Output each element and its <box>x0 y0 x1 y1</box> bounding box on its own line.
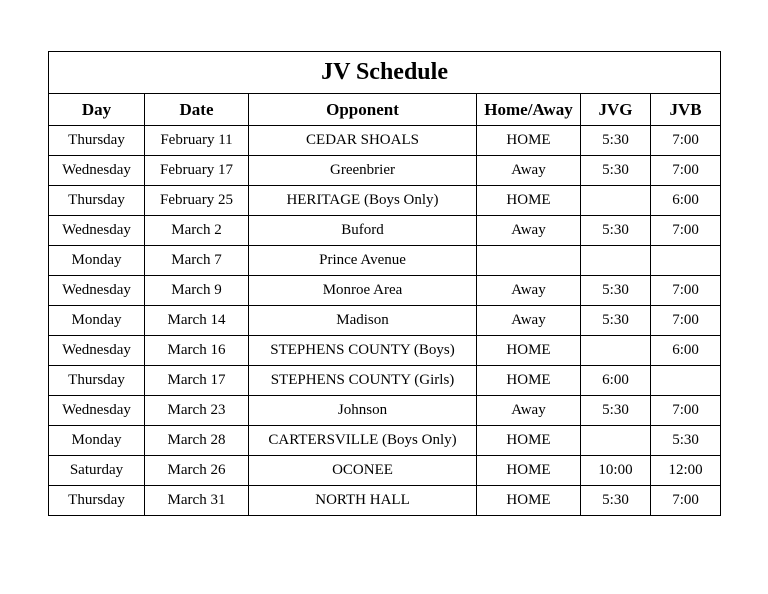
date-cell: March 9 <box>145 276 249 306</box>
schedule-table <box>48 51 721 516</box>
home-away-cell: Away <box>477 396 581 426</box>
opponent-cell: STEPHENS COUNTY (Boys) <box>249 336 477 366</box>
jvb-time-cell: 7:00 <box>651 486 721 516</box>
date-cell: March 14 <box>145 306 249 336</box>
day-cell: Monday <box>49 426 145 456</box>
home-away-cell: Away <box>477 156 581 186</box>
opponent-cell: OCONEE <box>249 456 477 486</box>
day-cell: Thursday <box>49 366 145 396</box>
date-cell: February 11 <box>145 126 249 156</box>
jvb-time-cell: 6:00 <box>651 186 721 216</box>
opponent-cell: CARTERSVILLE (Boys Only) <box>249 426 477 456</box>
table-row <box>49 366 721 396</box>
table-row <box>49 216 721 246</box>
date-cell: March 26 <box>145 456 249 486</box>
table-title: JV Schedule <box>49 52 721 94</box>
jvg-time-cell: 5:30 <box>581 486 651 516</box>
date-cell: March 16 <box>145 336 249 366</box>
column-header-opponent: Opponent <box>249 94 477 126</box>
column-header-date: Date <box>145 94 249 126</box>
jvg-time-cell: 10:00 <box>581 456 651 486</box>
title-row <box>49 52 721 94</box>
table-row <box>49 456 721 486</box>
home-away-cell: HOME <box>477 486 581 516</box>
table-row <box>49 336 721 366</box>
column-header-home-away: Home/Away <box>477 94 581 126</box>
day-cell: Wednesday <box>49 396 145 426</box>
table-row <box>49 186 721 216</box>
jvb-time-cell: 12:00 <box>651 456 721 486</box>
jvg-time-cell: 5:30 <box>581 306 651 336</box>
table-row <box>49 156 721 186</box>
jvg-time-cell: 5:30 <box>581 396 651 426</box>
jvb-time-cell: 5:30 <box>651 426 721 456</box>
jvg-time-cell <box>581 246 651 276</box>
table-row <box>49 486 721 516</box>
home-away-cell: Away <box>477 276 581 306</box>
opponent-cell: Madison <box>249 306 477 336</box>
date-cell: March 7 <box>145 246 249 276</box>
day-cell: Monday <box>49 306 145 336</box>
opponent-cell: Greenbrier <box>249 156 477 186</box>
column-header-jvg: JVG <box>581 94 651 126</box>
home-away-cell: HOME <box>477 336 581 366</box>
date-cell: February 25 <box>145 186 249 216</box>
opponent-cell: HERITAGE (Boys Only) <box>249 186 477 216</box>
day-cell: Wednesday <box>49 336 145 366</box>
home-away-cell: HOME <box>477 186 581 216</box>
table-row <box>49 276 721 306</box>
home-away-cell: HOME <box>477 426 581 456</box>
home-away-cell: Away <box>477 216 581 246</box>
jvb-time-cell: 7:00 <box>651 396 721 426</box>
jvb-time-cell <box>651 246 721 276</box>
day-cell: Wednesday <box>49 216 145 246</box>
day-cell: Thursday <box>49 486 145 516</box>
header-row <box>49 94 721 126</box>
column-header-jvb: JVB <box>651 94 721 126</box>
date-cell: March 17 <box>145 366 249 396</box>
jvb-time-cell: 6:00 <box>651 336 721 366</box>
jvb-time-cell: 7:00 <box>651 306 721 336</box>
jvb-time-cell: 7:00 <box>651 156 721 186</box>
opponent-cell: Prince Avenue <box>249 246 477 276</box>
date-cell: March 28 <box>145 426 249 456</box>
jvg-time-cell: 5:30 <box>581 276 651 306</box>
jvg-time-cell: 5:30 <box>581 156 651 186</box>
day-cell: Thursday <box>49 186 145 216</box>
table-row <box>49 126 721 156</box>
jvg-time-cell: 6:00 <box>581 366 651 396</box>
jvg-time-cell <box>581 336 651 366</box>
day-cell: Saturday <box>49 456 145 486</box>
day-cell: Thursday <box>49 126 145 156</box>
jvg-time-cell <box>581 426 651 456</box>
column-header-day: Day <box>49 94 145 126</box>
opponent-cell: NORTH HALL <box>249 486 477 516</box>
date-cell: March 31 <box>145 486 249 516</box>
day-cell: Monday <box>49 246 145 276</box>
home-away-cell: HOME <box>477 126 581 156</box>
schedule-body <box>49 126 721 516</box>
opponent-cell: STEPHENS COUNTY (Girls) <box>249 366 477 396</box>
jvg-time-cell <box>581 186 651 216</box>
jvb-time-cell: 7:00 <box>651 216 721 246</box>
home-away-cell: HOME <box>477 456 581 486</box>
home-away-cell: HOME <box>477 366 581 396</box>
date-cell: March 2 <box>145 216 249 246</box>
home-away-cell: Away <box>477 306 581 336</box>
date-cell: February 17 <box>145 156 249 186</box>
table-row <box>49 246 721 276</box>
jvb-time-cell: 7:00 <box>651 126 721 156</box>
day-cell: Wednesday <box>49 276 145 306</box>
table-row <box>49 426 721 456</box>
day-cell: Wednesday <box>49 156 145 186</box>
opponent-cell: Monroe Area <box>249 276 477 306</box>
jvb-time-cell: 7:00 <box>651 276 721 306</box>
opponent-cell: Johnson <box>249 396 477 426</box>
table-row <box>49 396 721 426</box>
jvb-time-cell <box>651 366 721 396</box>
table-row <box>49 306 721 336</box>
opponent-cell: Buford <box>249 216 477 246</box>
date-cell: March 23 <box>145 396 249 426</box>
jvg-time-cell: 5:30 <box>581 216 651 246</box>
opponent-cell: CEDAR SHOALS <box>249 126 477 156</box>
home-away-cell <box>477 246 581 276</box>
jvg-time-cell: 5:30 <box>581 126 651 156</box>
